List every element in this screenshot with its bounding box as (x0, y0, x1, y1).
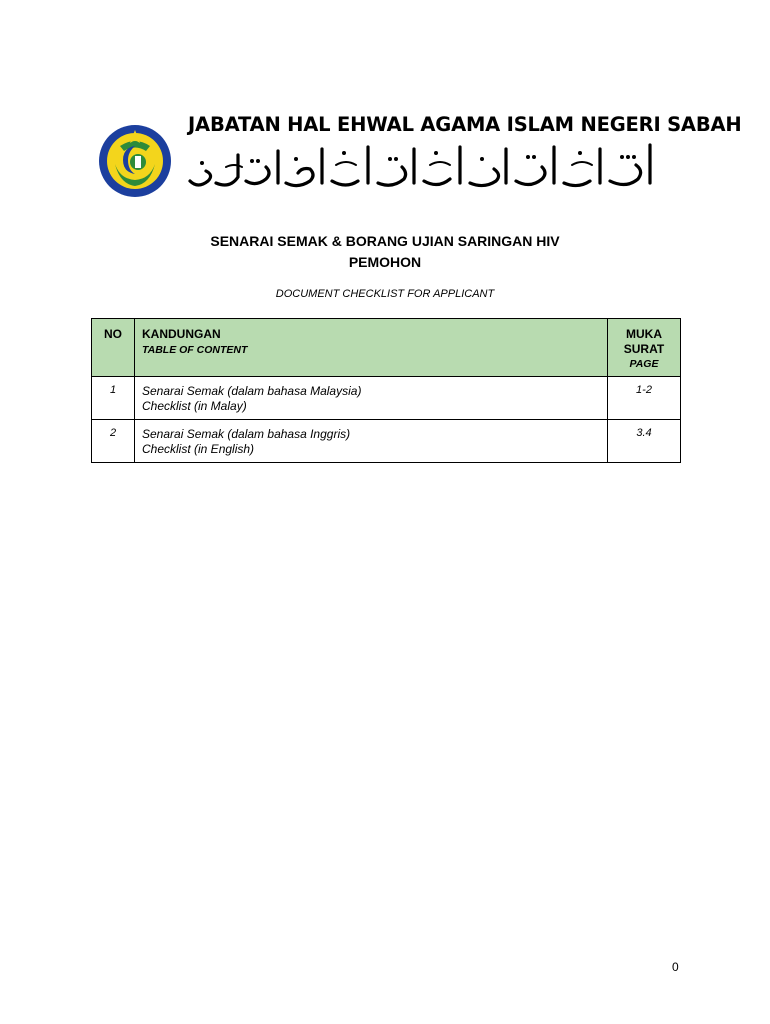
document-title: SENARAI SEMAK & BORANG UJIAN SARINGAN HIV (210, 233, 560, 249)
table-row (92, 420, 681, 463)
page-number: 0 (672, 960, 679, 974)
header-no: NO (92, 319, 135, 377)
row-content-line2: Checklist (in English) (142, 442, 255, 456)
header-content (135, 319, 608, 377)
table-row (92, 377, 681, 420)
jawi-calligraphy-icon (186, 137, 662, 193)
header-content-sub: TABLE OF CONTENT (142, 344, 248, 356)
state-crest-icon (98, 124, 172, 198)
header-content-label: KANDUNGAN (142, 327, 221, 341)
org-title: JABATAN HAL EHWAL AGAMA ISLAM NEGERI SABAH (188, 113, 742, 136)
contents-table (91, 318, 681, 463)
row-content-line1: Senarai Semak (dalam bahasa Inggris) (142, 427, 351, 441)
row-content-line1: Senarai Semak (dalam bahasa Malaysia) (142, 384, 362, 398)
table-header-row (92, 319, 681, 377)
row-no: 2 (109, 427, 117, 439)
header-page-line1: MUKA (626, 327, 662, 341)
document-subtitle: DOCUMENT CHECKLIST FOR APPLICANT (275, 288, 495, 300)
row-page: 1-2 (636, 384, 652, 396)
document-title-line2: PEMOHON (348, 254, 422, 270)
row-content-line2: Checklist (in Malay) (142, 399, 247, 413)
row-no: 1 (109, 384, 117, 396)
header-page (608, 319, 681, 377)
header-page-sub: PAGE (629, 358, 659, 370)
header-page-line2: SURAT (623, 342, 665, 356)
row-page: 3.4 (636, 427, 652, 439)
